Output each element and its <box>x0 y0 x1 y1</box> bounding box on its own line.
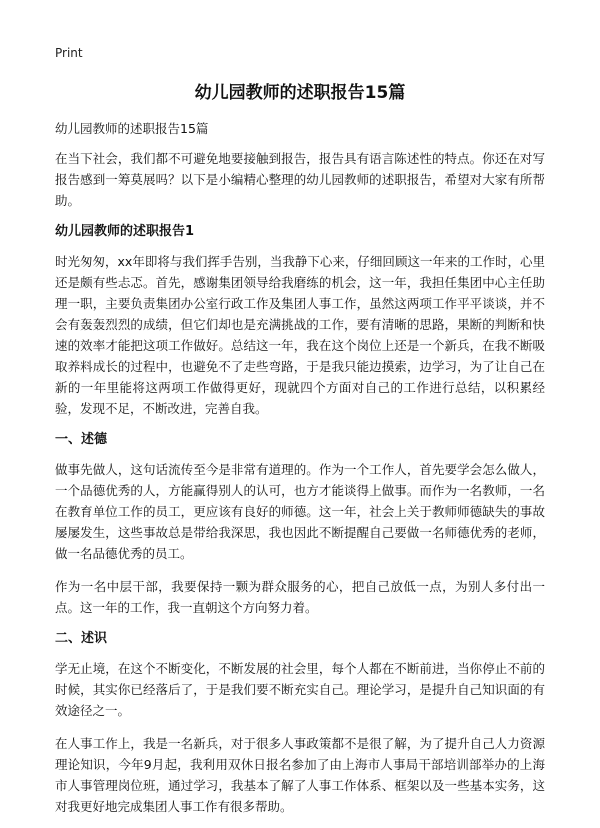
document-content <box>55 148 545 828</box>
intro-paragraph: 在当下社会，我们都不可避免地要接触到报告，报告具有语言陈述性的特点。你还在对写报告感到一筹莫展吗？以下是小编精心整理的幼儿园教师的述职报告，希望对大家有所帮助。 <box>55 151 545 208</box>
print-link[interactable]: Print <box>55 46 83 60</box>
morality-paragraph-2: 作为一名中层干部，我要保持一颗为群众服务的心，把自己放低一点，为别人多付出一点。这一年的工作，我一直朝这个方向努力着。 <box>55 579 545 615</box>
section-heading-morality: 一、述德 <box>55 432 108 447</box>
section-heading-knowledge: 二、述识 <box>55 631 108 646</box>
document-subtitle: 幼儿园教师的述职报告15篇 <box>55 121 209 136</box>
report-heading: 幼儿园教师的述职报告1 <box>55 224 195 239</box>
page-title: 幼儿园教师的述职报告15篇 <box>194 83 406 103</box>
knowledge-paragraph-2: 在人事工作上，我是一名新兵，对于很多人事政策都不是很了解，为了提升自己人力资源理论知识，今年9月起，我利用双休日报名参加了由上海市人事局干部培训部举办的上海市人事管理岗位班，通过学习，我基本了解了人事工作体系、框架以及一些基本实务，这对我更好地完成集团人事工作有很多帮助。 <box>55 736 545 814</box>
report-intro-paragraph: 时光匆匆，xx年即将与我们挥手告别，当我静下心来，仔细回顾这一年来的工作时，心里还是颇有些忐忑。首先，感谢集团领导给我磨练的机会，这一年，我担任集团中心主任助理一职，主要负责集团办公室行政工作及集团人事工作，虽然这两项工作平平谈谈，并不会有轰轰烈烈的成绩，但它们却也是充满挑战的工作，要有清晰的思路，果断的判断和快速的效率才能把这项工作做好。总结这一年，我在这个岗位上还是一个新兵，在我不断吸取养料成长的过程中，也避免不了走些弯路，于是我只能边摸索，边学习，为了让自己在新的一年里能将这两项工作做得更好，现就四个方面对自己的工作进行总结，以积累经验，发现不足，不断改进，完善自我。 <box>55 254 545 416</box>
knowledge-paragraph-1: 学无止境，在这个不断变化，不断发展的社会里，每个人都在不断前进，当你停止不前的时候，其实你已经落后了，于是我们要不断充实自己。理论学习，是提升自己知识面的有效途径之一。 <box>55 661 545 718</box>
morality-paragraph-1: 做事先做人，这句话流传至今是非常有道理的。作为一个工作人，首先要学会怎么做人，一个品德优秀的人，方能赢得别人的认可，也方才能谈得上做事。而作为一名教师，一名在教育单位工作的员工，更应该有良好的师德。这一年，社会上关于教师师德缺失的事故屡屡发生，这些事故总是带给我深思，我也因此不断提醒自己要做一名师德优秀的老师，做一名品德优秀的员工。 <box>55 462 545 561</box>
